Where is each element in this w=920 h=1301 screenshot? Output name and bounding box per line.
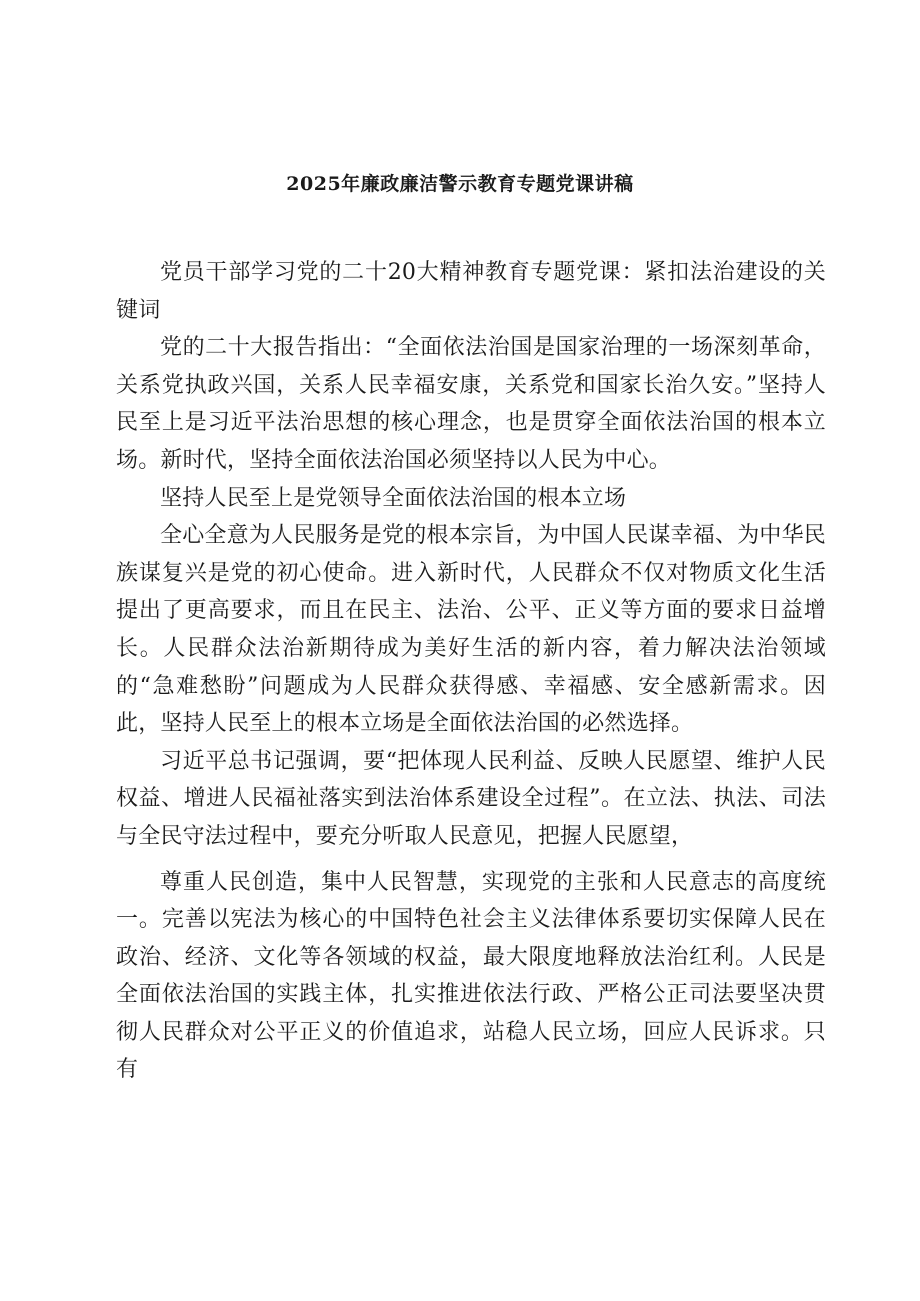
document-body: [116, 254, 826, 1089]
paragraph-report-quote: 党的二十大报告指出：“全面依法治国是国家治理的一场深刻革命，关系党执政兴国，关系人民幸福安康，关系党和国家长治久安。”坚持人民至上是习近平法治思想的核心理念，也是贯穿全面依法治国的根本立场。新时代，坚持全面依法治国必须坚持以人民为中心。: [116, 335, 826, 473]
paragraph-respect-creation: 尊重人民创造，集中人民智慧，实现党的主张和人民意志的高度统一。完善以宪法为核心的中国特色社会主义法律体系要切实保障人民在政治、经济、文化等各领域的权益，最大限度地释放法治红利。人民是全面依法治国的实践主体，扎实推进依法行政、严格公正司法要坚决贯彻人民群众对公平正义的价值追求，站稳人民立场，回应人民诉求。只有: [116, 869, 826, 1083]
paragraph-people-service: 全心全意为人民服务是党的根本宗旨，为中国人民谋幸福、为中华民族谋复兴是党的初心使命。进入新时代，人民群众不仅对物质文化生活提出了更高要求，而且在民主、法治、公平、正义等方面的要求日益增长。人民群众法治新期待成为美好生活的新内容，着力解决法治领域的“急难愁盼”问题成为人民群众获得感、幸福感、安全感新需求。因此，坚持人民至上的根本立场是全面依法治国的必然选择。: [116, 523, 827, 737]
paragraph-xi-emphasis: 习近平总书记强调，要“把体现人民利益、反映人民愿望、维护人民权益、增进人民福祉落实到法治体系建设全过程”。在立法、执法、司法与全民守法过程中，要充分听取人民意见，把握人民愿望，: [116, 748, 826, 849]
document-title: 2025年廉政廉洁警示教育专题党课讲稿: [286, 173, 634, 195]
paragraph-section-heading: 党员干部学习党的二十20大精神教育专题党课：紧扣法治建设的关键词: [116, 260, 826, 323]
paragraph-subheading: 坚持人民至上是党领导全面依法治国的根本立场: [160, 485, 627, 511]
